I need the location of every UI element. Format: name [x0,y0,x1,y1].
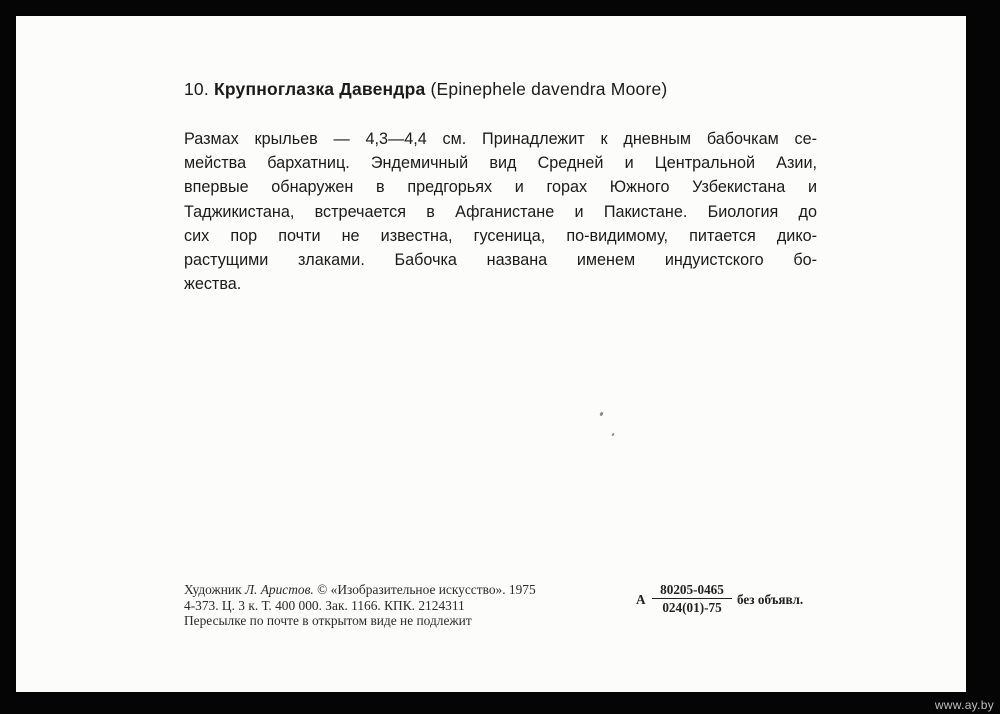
description-line: жества. [184,275,242,294]
description-line: сих пор почти не известна, гусеница, по-видимому, питается дико- [184,226,817,245]
postcard-back [16,16,966,692]
species-heading [184,79,667,100]
publication-index [636,582,826,622]
description-line: впервые обнаружен в предгорьях и горах Южного Узбекистана и [184,178,817,197]
index-numerator: 80205-0465 [652,582,732,599]
description-line: растущими злаками. Бабочка названа именем индуистского бо- [184,250,817,269]
species-description [184,127,817,296]
artist-name: Л. Аристов. [244,582,314,597]
index-fraction [652,582,732,616]
index-letter: А [636,592,646,607]
species-name: Крупноглазка Давендра [214,79,426,99]
watermark: www.ay.by [934,698,994,712]
imprint-line-1 [184,582,536,598]
description-line: Размах крыльев — 4,3—4,4 см. Принадлежит к дневным бабочкам се- [184,130,817,148]
description-line: мейства бархатниц. Эндемичный вид Средней и Центральной Азии, [184,154,817,173]
publisher: © «Изобразительное искусство». 1975 [317,582,536,597]
species-latin-name: (Epinephele davendra Moore) [430,79,668,99]
paper-speck [611,433,614,437]
artist-label: Художник [184,582,242,597]
imprint-block [184,582,536,629]
index-note: без объявл. [737,592,804,607]
imprint-line-2: 4-373. Ц. 3 к. Т. 400 000. Зак. 1166. КПК. 2124311 [184,597,465,613]
imprint-line-3: Пересылке по почте в открытом виде не подлежит [184,613,472,628]
description-line: Таджикистана, встречается в Афганистане и Пакистане. Биология до [184,202,817,221]
paper-speck [599,412,604,417]
index-denominator: 024(01)-75 [662,600,722,615]
species-number: 10. [184,79,209,99]
